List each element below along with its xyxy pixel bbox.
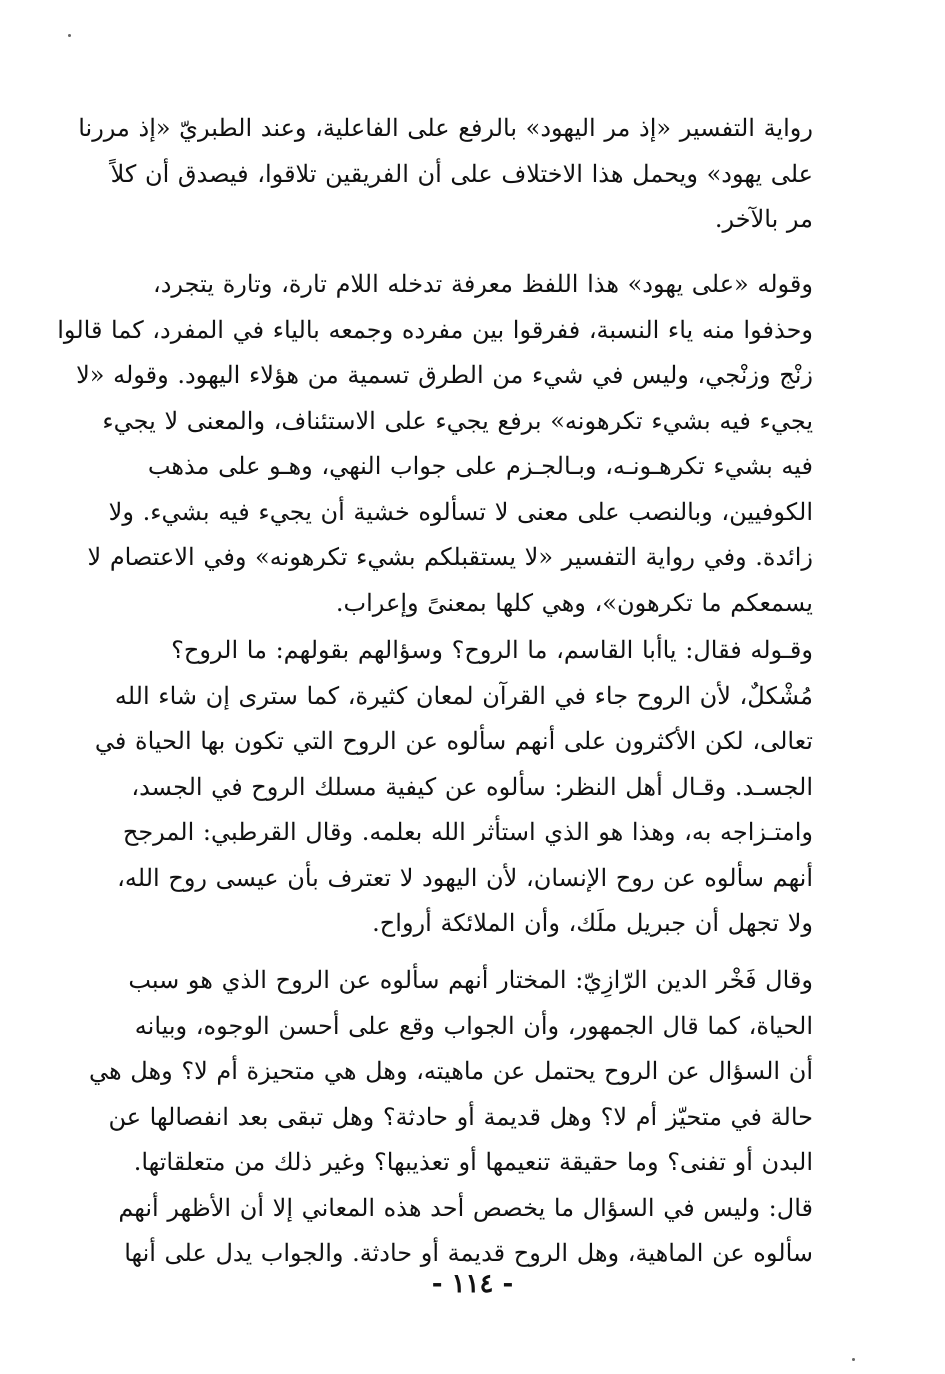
scan-speck (68, 34, 71, 37)
text-line: أنهم سألوه عن روح الإنسان، لأن اليهود لا تعترف بأن عيسى روح الله، (117, 863, 813, 892)
text-line: قال: وليس في السؤال ما يخصص أحد هذه المعاني إلا أن الأظهر أنهم (118, 1193, 813, 1222)
text-line: وامتـزاجه به، وهذا هو الذي استأثر الله بعلمه. وقال القرطبي: المرجح (122, 818, 813, 846)
text-line: أن السؤال عن الروح يحتمل عن ماهيته، وهل هي متحيزة أم لا؟ وهل هي (89, 1057, 813, 1085)
text-line: رواية التفسير «إذ مر اليهود» بالرفع على الفاعلية، وعند الطبريّ «إذ مررنا (78, 114, 813, 142)
text-line: الكوفيين، وبالنصب على معنى لا تسألوه خشية أن يجيء فيه بشيء. ولا (108, 497, 813, 526)
scan-speck (852, 1358, 855, 1361)
text-line: سألوه عن الماهية، وهل الروح قديمة أو حادثة. والجواب يدل على أنها (124, 1239, 813, 1267)
text-line: الحياة، كما قال الجمهور، وأن الجواب وقع على أحسن الوجوه، وبيانه (134, 1011, 813, 1040)
text-line: مُشْكلٌ، لأن الروح جاء في القرآن لمعان كثيرة، كما سترى إن شاء الله (114, 681, 813, 710)
text-line: البدن أو تفنى؟ وما حقيقة تنعيمها أو تعذيبها؟ وغير ذلك من متعلقاتها. (133, 1148, 813, 1176)
text-line: وقـوله فقال: ياأبا القاسم، ما الروح؟ وسؤالهم بقولهم: ما الروح؟ (171, 636, 813, 664)
text-line: يجيء فيه بشيء تكرهونه» برفع يجيء على الاستئناف، والمعنى لا يجيء (102, 406, 813, 435)
paragraph-4 (89, 958, 813, 1277)
page-number: - ١١٤ - (431, 1269, 514, 1299)
text-line: زائدة. وفي رواية التفسير «لا يستقبلكم بشيء تكرهونه» وفي الاعتصام لا (87, 543, 813, 571)
text-line: تعالى، لكن الأكثرون على أنهم سألوه عن الروح التي تكون بها الحياة في (94, 727, 813, 755)
text-line: فيه بشيء تكرهـونـه، وبـالجـزم على جواب النهي، وهـو على مذهب (147, 452, 813, 480)
text-line: زنْج وزنْجي، وليس في شيء من الطرق تسمية من هؤلاء اليهود. وقوله «لا (76, 361, 813, 389)
text-line: وقوله «على يهود» هذا اللفظ معرفة تدخله اللام تارة، وتارة يتجرد، (152, 270, 813, 298)
text-line: ولا تجهل أن جبريل ملَك، وأن الملائكة أرواح. (372, 909, 813, 937)
paragraph-1 (78, 106, 813, 243)
text-line: يسمعكم ما تكرهون»، وهي كلها بمعنىً وإعراب. (335, 588, 813, 617)
paragraph-2 (57, 262, 813, 626)
text-line: الجسـد. وقـال أهل النظر: سألوه عن كيفية مسلك الروح في الجسد، (131, 772, 813, 801)
text-line: مر بالآخر. (714, 205, 813, 233)
paragraph-3 (94, 628, 813, 947)
text-line: وقال فَخْر الدين الرّازِيّ: المختار أنهم سألوه عن الروح الذي هو سبب (128, 966, 813, 994)
text-line: حالة في متحيّز أم لا؟ وهل قديمة أو حادثة؟ وهل تبقى بعد انفصالها عن (108, 1102, 813, 1131)
text-line: وحذفوا منه ياء النسبة، ففرقوا بين مفرده وجمعه بالياء في المفرد، كما قالوا (57, 315, 813, 344)
text-line: على يهود» ويحمل هذا الاختلاف على أن الفريقين تلاقوا، فيصدق أن كلاً (110, 159, 813, 188)
